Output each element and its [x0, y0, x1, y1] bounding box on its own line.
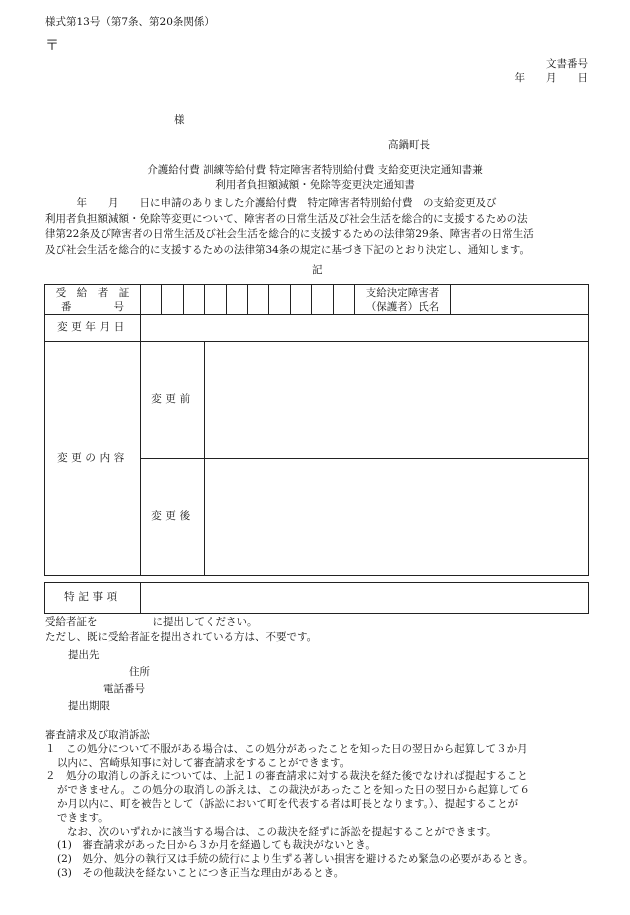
cert-number-boxes[interactable]	[141, 285, 355, 315]
appeal-section	[45, 729, 533, 881]
person-name-label-cell	[355, 285, 451, 315]
submission-phone-label: 電話番号	[103, 683, 145, 695]
intro-paragraph	[45, 196, 534, 258]
submission-address-label: 住所	[129, 666, 150, 678]
special-notes-table	[44, 582, 589, 614]
appeal-sub-2: (2) 処分、処分の執行又は手続の続行により生ずる著しい損害を避けるため緊急の必要があるとき。	[57, 853, 534, 866]
intro-line-3: 律第22条及び障害者の日常生活及び社会生活を総合的に支援するための法律第29条、障害者の日常生活	[45, 228, 534, 240]
appeal-sub-3: (3) その他裁決を経ないことにつき正当な理由があるとき。	[57, 866, 345, 879]
cert-row	[45, 285, 589, 315]
title-line-1: 介護給付費 訓練等給付費 特定障害者特別給付費 支給変更決定通知書兼	[147, 164, 483, 176]
issuer-name: 高鍋町長	[388, 139, 430, 151]
person-label-line-1: 支給決定障害者	[365, 286, 440, 299]
recipient-honorific: 様	[174, 114, 185, 126]
appeal-item-1-line-1: １ この処分について不服がある場合は、この処分があったことを知った日の翌日から起算して３か月	[45, 742, 528, 755]
appeal-heading: 審査請求及び取消訴訟	[45, 729, 150, 741]
person-name-field[interactable]	[451, 285, 589, 315]
cert-number-label-cell	[45, 285, 141, 315]
appeal-item-1-line-2: 以内に、宮崎県知事に対して審査請求をすることができます。	[57, 756, 351, 769]
cert-label-line-2: 番 号	[61, 300, 124, 313]
submission-destination-label: 提出先	[68, 649, 100, 661]
form-number: 様式第13号（第7条、第20条関係）	[45, 16, 215, 28]
change-before-row	[45, 342, 589, 459]
cert-label-line-1: 受 給 者 証	[55, 286, 130, 299]
before-field[interactable]	[205, 342, 589, 459]
date-line: 年 月 日	[514, 72, 588, 84]
change-date-field[interactable]	[141, 315, 589, 342]
submission-line-1a: 受給者証を	[45, 616, 98, 628]
person-label-line-2: （保護者）氏名	[365, 300, 440, 313]
document-number-label: 文書番号	[546, 58, 588, 70]
submission-line-2: ただし、既に受給者証を提出されている方は、不要です。	[45, 631, 318, 643]
appeal-item-2-line-3: か月以内に、町を被告として（訴訟において町を代表する者は町長となります。）、提起することが	[57, 797, 519, 810]
submission-deadline-label: 提出期限	[68, 700, 110, 712]
appeal-item-2-line-4: できます。	[57, 811, 109, 824]
intro-line-1: 年 月 日に申請のありました介護給付費 特定障害者特別給付費 の支給変更及び	[45, 197, 497, 209]
submission-instruction	[45, 616, 258, 630]
appeal-item-2-line-2: ができません。この処分の取消しの訴えは、この裁決があったことを知った日の翌日から起算して６	[57, 784, 531, 797]
decision-form-table	[44, 284, 589, 576]
postal-mark: 〒	[45, 38, 59, 54]
special-notes-field[interactable]	[141, 583, 589, 614]
after-field[interactable]	[205, 459, 589, 576]
change-content-label: 変更の内容	[45, 342, 141, 576]
intro-line-4: 及び社会生活を総合的に支援するための法律第34条の規定に基づき下記のとおり決定し、通知します。	[45, 243, 531, 256]
appeal-item-2-line-5: なお、次のいずれかに該当する場合は、この裁決を経ずに訴訟を提起することができます。	[67, 825, 497, 838]
appeal-item-2-line-1: ２ 処分の取消しの訴えについては、上記１の審査請求に対する裁決を経た後でなければ提起すること	[45, 770, 528, 783]
change-date-row	[45, 315, 589, 342]
appeal-sub-1: (1) 審査請求があった日から３か月を経過しても裁決がないとき。	[57, 839, 376, 852]
title-line-2: 利用者負担額減額・免除等変更決定通知書	[215, 179, 415, 191]
intro-line-2: 利用者負担額減額・免除等変更について、障害者の日常生活及び社会生活を総合的に支援するための法	[45, 212, 528, 225]
special-notes-label: 特記事項	[45, 583, 141, 614]
after-label: 変更後	[141, 459, 205, 576]
before-label: 変更前	[141, 342, 205, 459]
ki-marker: 記	[312, 264, 323, 276]
submission-line-1b: に提出してください。	[152, 616, 258, 628]
change-date-label: 変更年月日	[45, 315, 141, 342]
